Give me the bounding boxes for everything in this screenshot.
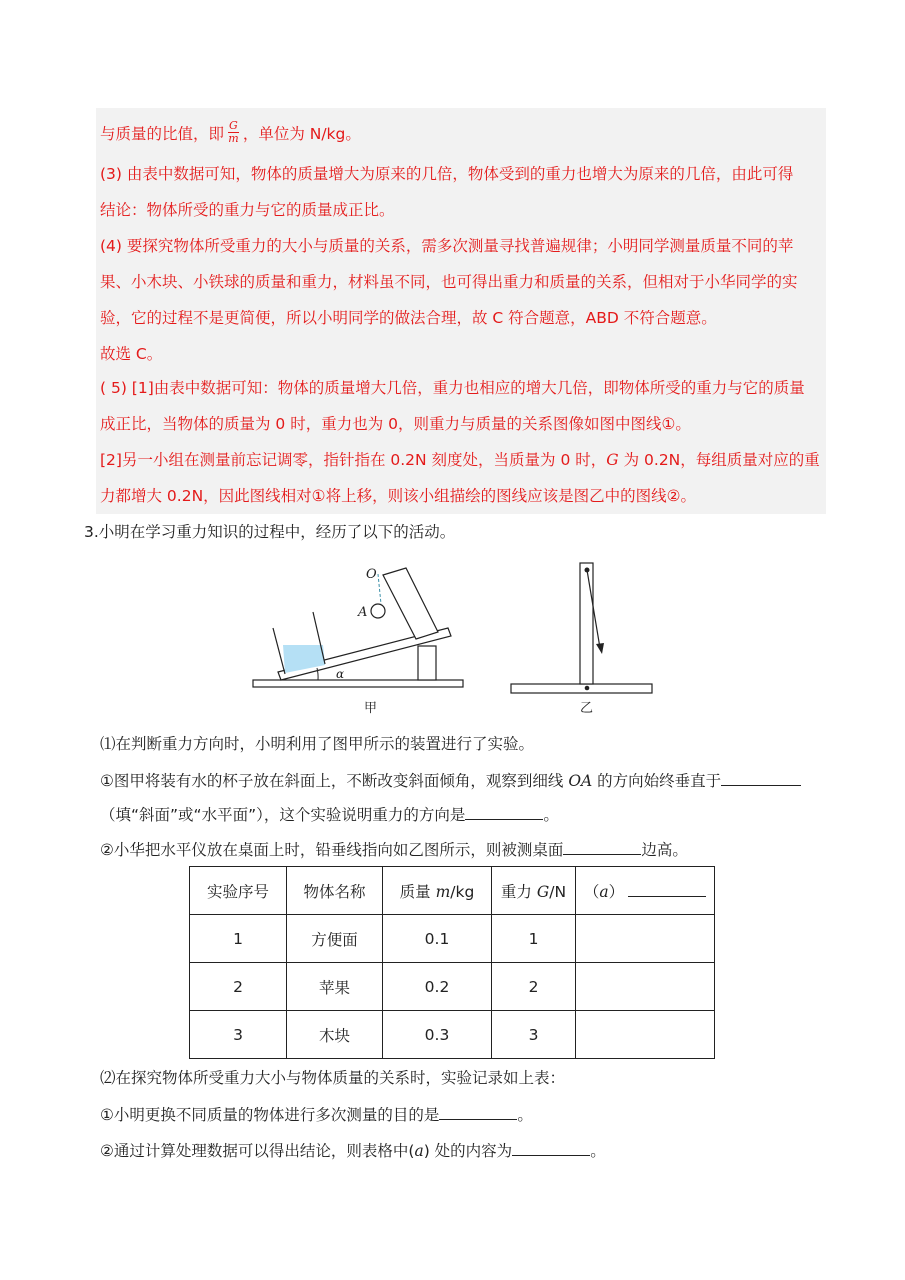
question-2-1: ①小明更换不同质量的物体进行多次测量的目的是 。 — [100, 1106, 533, 1124]
experiment-table — [189, 866, 715, 1059]
header-a: （a） — [576, 867, 715, 915]
figure-yi-caption: 乙 — [580, 701, 594, 716]
answer-line-11: 力都增大 0.2N，因此图线相对①将上移，则该小组描绘的图线应该是图乙中的图线②。 — [100, 487, 696, 505]
cell-name: 木块 — [287, 1011, 383, 1059]
answer-blank-4[interactable] — [439, 1104, 517, 1120]
question-title: 3.小明在学习重力知识的过程中，经历了以下的活动。 — [84, 523, 456, 541]
answer-blank-a[interactable] — [628, 881, 706, 897]
answer-blank-2[interactable] — [465, 804, 543, 820]
question-2-2: ②通过计算处理数据可以得出结论，则表格中(a) 处的内容为 。 — [100, 1142, 606, 1160]
cell-weight: 3 — [492, 1011, 576, 1059]
question-part-2: ⑵在探究物体所受重力大小与物体质量的关系时，实验记录如上表： — [100, 1069, 566, 1087]
cell-no: 3 — [190, 1011, 287, 1059]
answer-line-8: ( 5) [1]由表中数据可知：物体的质量增大几倍，重力也相应的增大几倍，即物体所受的重力与它的质量 — [100, 379, 805, 397]
header-mass: 质量 m/kg — [383, 867, 492, 915]
table-row — [190, 963, 715, 1011]
cup-left-wall — [273, 628, 285, 674]
answer-line-10: [2]另一小组在测量前忘记调零，指针指在 0.2N 刻度处，当质量为 0 时，G 为 0.2N，每组质量对应的重 — [100, 451, 820, 469]
cell-mass: 0.3 — [383, 1011, 492, 1059]
figure-jia — [248, 560, 468, 720]
header-name: 物体名称 — [287, 867, 383, 915]
cell-no: 1 — [190, 915, 287, 963]
plumb-arrow — [596, 643, 604, 654]
answer-blank-5[interactable] — [512, 1140, 590, 1156]
alpha-label: α — [336, 667, 345, 681]
answer-line-2: (3) 由表中数据可知，物体的质量增大为原来的几倍，物体受到的重力也增大为原来的几倍，由此可得 — [100, 165, 794, 183]
header-weight: 重力 G/N — [492, 867, 576, 915]
figure-yi — [508, 560, 658, 720]
question-1-1-cont: （填“斜面”或“水平面”），这个实验说明重力的方向是 。 — [100, 806, 559, 824]
pendulum-ball — [371, 604, 385, 618]
answer-line-4: (4) 要探究物体所受重力的大小与质量的关系，需多次测量寻找普遍规律；小明同学测量质量不同的苹 — [100, 237, 794, 255]
cell-a[interactable] — [576, 963, 715, 1011]
o-label: O — [366, 567, 377, 582]
table-row — [190, 1011, 715, 1059]
cell-a[interactable] — [576, 915, 715, 963]
answer-blank-1[interactable] — [721, 770, 801, 786]
cell-weight: 1 — [492, 915, 576, 963]
table-header-row — [190, 867, 715, 915]
cell-mass: 0.1 — [383, 915, 492, 963]
answer-line-3: 结论：物体所受的重力与它的质量成正比。 — [100, 201, 395, 219]
cell-a[interactable] — [576, 1011, 715, 1059]
cell-name: 方便面 — [287, 915, 383, 963]
cell-name: 苹果 — [287, 963, 383, 1011]
center-mark — [585, 686, 590, 691]
a-label: A — [358, 605, 368, 620]
question-1-1: ①图甲将装有水的杯子放在斜面上，不断改变斜面倾角，观察到细线 OA 的方向始终垂直于 — [100, 770, 801, 791]
support-block — [418, 646, 436, 680]
cell-weight: 2 — [492, 963, 576, 1011]
level-post — [580, 563, 593, 684]
cell-no: 2 — [190, 963, 287, 1011]
ground-base — [253, 680, 463, 687]
question-part-1: ⑴在判断重力方向时，小明利用了图甲所示的装置进行了实验。 — [100, 735, 535, 753]
figure-jia-caption: 甲 — [364, 701, 378, 716]
header-no: 实验序号 — [190, 867, 287, 915]
answer-line-1: 与质量的比值，即 $\frac{G}{m}$ ，单位为 N/kg。 — [100, 119, 361, 145]
string-oa — [378, 574, 381, 604]
answer-line-9: 成正比，当物体的质量为 0 时，重力也为 0，则重力与质量的关系图像如图中图线①。 — [100, 415, 691, 433]
table-row — [190, 915, 715, 963]
fraction-g-over-m: $\frac{G}{m}$ — [228, 119, 239, 145]
answer-line-5: 果、小木块、小铁球的质量和重力，材料虽不同，也可得出重力和质量的关系，但相对于小华同学的实 — [100, 273, 798, 291]
answer-blank-3[interactable] — [563, 839, 641, 855]
answer-line-6: 验，它的过程不是更简便，所以小明同学的做法合理，故 C 符合题意，ABD 不符合题意。 — [100, 309, 717, 327]
cell-mass: 0.2 — [383, 963, 492, 1011]
hanging-board — [383, 568, 438, 639]
table-top — [511, 684, 652, 693]
question-1-2: ②小华把水平仪放在桌面上时，铅垂线指向如乙图所示，则被测桌面 边高。 — [100, 841, 688, 859]
answer-line-7: 故选 C。 — [100, 345, 163, 363]
